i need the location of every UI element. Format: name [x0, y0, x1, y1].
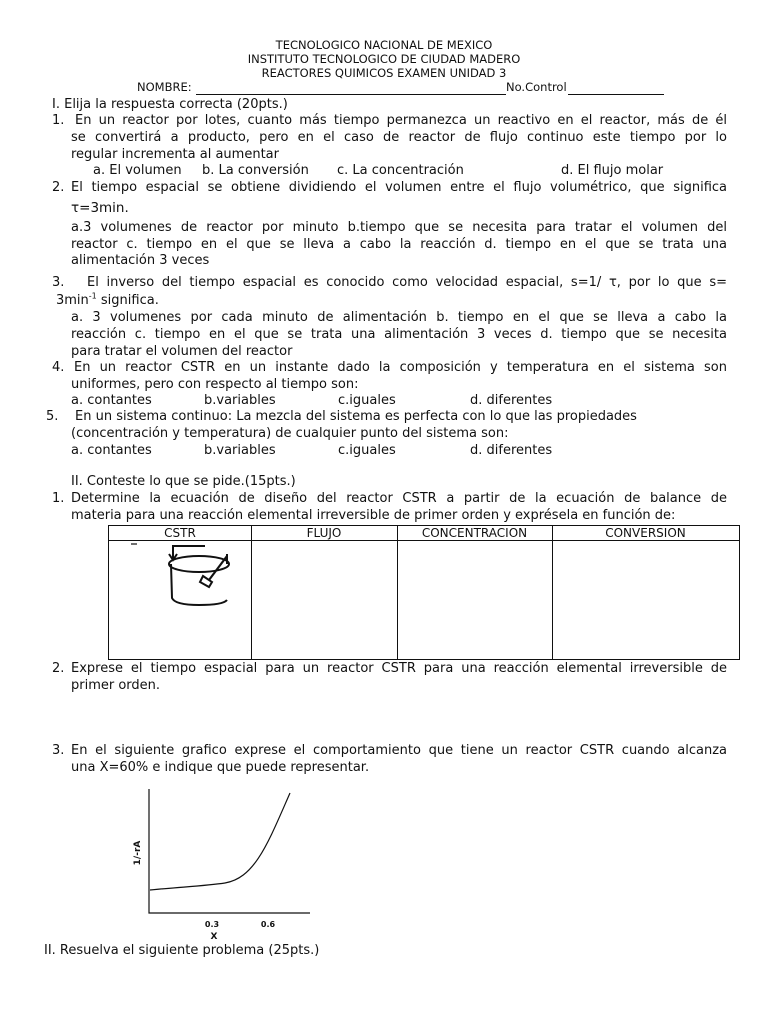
q3-superscript: -1: [88, 291, 97, 301]
q1-number: 1.: [52, 113, 65, 128]
q1-option-a[interactable]: a. El volumen: [93, 163, 182, 178]
s2-q2-text-line2: primer orden.: [71, 678, 161, 693]
q1-text-line1: En un reactor por lotes, cuanto más tiempo permanezca un reactivo en el reactor, más de él: [75, 113, 727, 128]
table-divider: [397, 526, 398, 659]
s2-q3-text-line2: una X=60% e indique que puede representar.: [71, 760, 370, 775]
table-header-conversion: CONVERSION: [552, 526, 739, 541]
q5-number: 5.: [46, 409, 59, 424]
s2-q1-text-line2: materia para una reacción elemental irreversible de primer orden y exprésela en función de:: [71, 508, 676, 523]
q5-option-b[interactable]: b.variables: [204, 443, 276, 458]
q5-option-d[interactable]: d. diferentes: [470, 443, 553, 458]
s2-q2-number: 2.: [52, 661, 65, 676]
design-equation-table: [108, 525, 740, 660]
s2-q1-number: 1.: [52, 491, 65, 506]
q1-text-line3: regular incrementa al aumentar: [71, 147, 279, 162]
name-blank-line[interactable]: [196, 94, 506, 95]
name-label: NOMBRE:: [137, 80, 192, 94]
control-label: No.Control: [506, 80, 567, 94]
q3-text-line1: El inverso del tiempo espacial es conocido como velocidad espacial, s=1/ τ, por lo que s=: [87, 275, 727, 290]
s2-q2-text-line1: Exprese el tiempo espacial para un reactor CSTR para una reacción elemental irreversible de: [71, 661, 727, 676]
section-3-title: II. Resuelva el siguiente problema (25pts.): [44, 943, 320, 958]
table-header-concentracion: CONCENTRACION: [397, 526, 552, 541]
q1-text-line2: se convertirá a producto, pero en el caso de reactor de flujo continuo este tiempo por lo: [71, 130, 727, 145]
q3-option-line3: para tratar el volumen del reactor: [71, 344, 293, 359]
q2-option-line2: reactor c. tiempo en el que se lleva a cabo la reacción d. tiempo en el que se trata una: [71, 237, 727, 252]
q5-text-line1: En un sistema continuo: La mezcla del sistema es perfecta con lo que las propiedades: [75, 409, 637, 424]
table-divider: [251, 526, 252, 659]
levenspiel-plot: [110, 785, 310, 945]
s2-q1-text-line1: Determine la ecuación de diseño del reactor CSTR a partir de la ecuación de balance de: [71, 491, 727, 506]
section-1-title: I. Elija la respuesta correcta (20pts.): [52, 97, 288, 112]
q2-text-line1: El tiempo espacial se obtiene dividiendo el volumen entre el flujo volumétrico, que significa: [71, 180, 727, 195]
control-blank-line[interactable]: [568, 94, 664, 95]
table-divider: [552, 526, 553, 659]
q2-text-line2: τ=3min.: [71, 200, 129, 216]
q2-number: 2.: [52, 180, 65, 195]
table-header-cstr: CSTR: [109, 526, 251, 541]
plot-curve: [150, 793, 290, 890]
plot-axes: [149, 789, 310, 913]
s2-q3-number: 3.: [52, 743, 65, 758]
q2-option-line1: a.3 volumenes de reactor por minuto b.tiempo que se necesita para tratar el volumen del: [71, 220, 727, 235]
header-exam-title: REACTORES QUIMICOS EXAMEN UNIDAD 3: [261, 66, 507, 80]
q4-option-a[interactable]: a. contantes: [71, 393, 152, 408]
plot-ylabel: 1/-rA: [133, 840, 143, 866]
header-institution: TECNOLOGICO NACIONAL DE MEXICO: [275, 38, 493, 52]
plot-xlabel: X: [210, 932, 218, 942]
q4-number: 4.: [52, 360, 65, 375]
q1-option-b[interactable]: b. La conversión: [202, 163, 309, 178]
q4-option-b[interactable]: b.variables: [204, 393, 276, 408]
q1-option-c[interactable]: c. La concentración: [337, 163, 464, 178]
q5-text-line2: (concentración y temperatura) de cualquier punto del sistema son:: [71, 426, 509, 441]
table-header-flujo: FLUJO: [251, 526, 397, 541]
section-2-title: II. Conteste lo que se pide.(15pts.): [71, 474, 296, 489]
q3-option-line2: reacción c. tiempo en el que se trata una alimentación 3 veces d. tiempo que se necesita: [71, 327, 727, 342]
q5-option-c[interactable]: c.iguales: [338, 443, 396, 458]
q4-option-c[interactable]: c.iguales: [338, 393, 396, 408]
cstr-tank-icon: [123, 540, 249, 610]
q5-option-a[interactable]: a. contantes: [71, 443, 152, 458]
q4-option-d[interactable]: d. diferentes: [470, 393, 553, 408]
plot-tick-0-6: 0.6: [260, 920, 276, 929]
header-institute: INSTITUTO TECNOLOGICO DE CIUDAD MADERO: [247, 52, 521, 66]
q3-option-line1: a. 3 volumenes por cada minuto de alimentación b. tiempo en el que se lleva a cabo la: [71, 310, 727, 325]
q3-number: 3.: [52, 275, 65, 290]
q2-option-line3: alimentación 3 veces: [71, 253, 210, 268]
q3-text-line2: $3\min^{-1}$ significa.: [56, 291, 159, 308]
plot-tick-0-3: 0.3: [204, 920, 220, 929]
q4-text-line1: En un reactor CSTR en un instante dado la composición y temperatura en el sistema son: [74, 360, 727, 375]
q1-option-d[interactable]: d. El flujo molar: [561, 163, 664, 178]
q4-text-line2: uniformes, pero con respecto al tiempo son:: [71, 377, 359, 392]
s2-q3-text-line1: En el siguiente grafico exprese el comportamiento que tiene un reactor CSTR cuando alcanza: [71, 743, 727, 758]
